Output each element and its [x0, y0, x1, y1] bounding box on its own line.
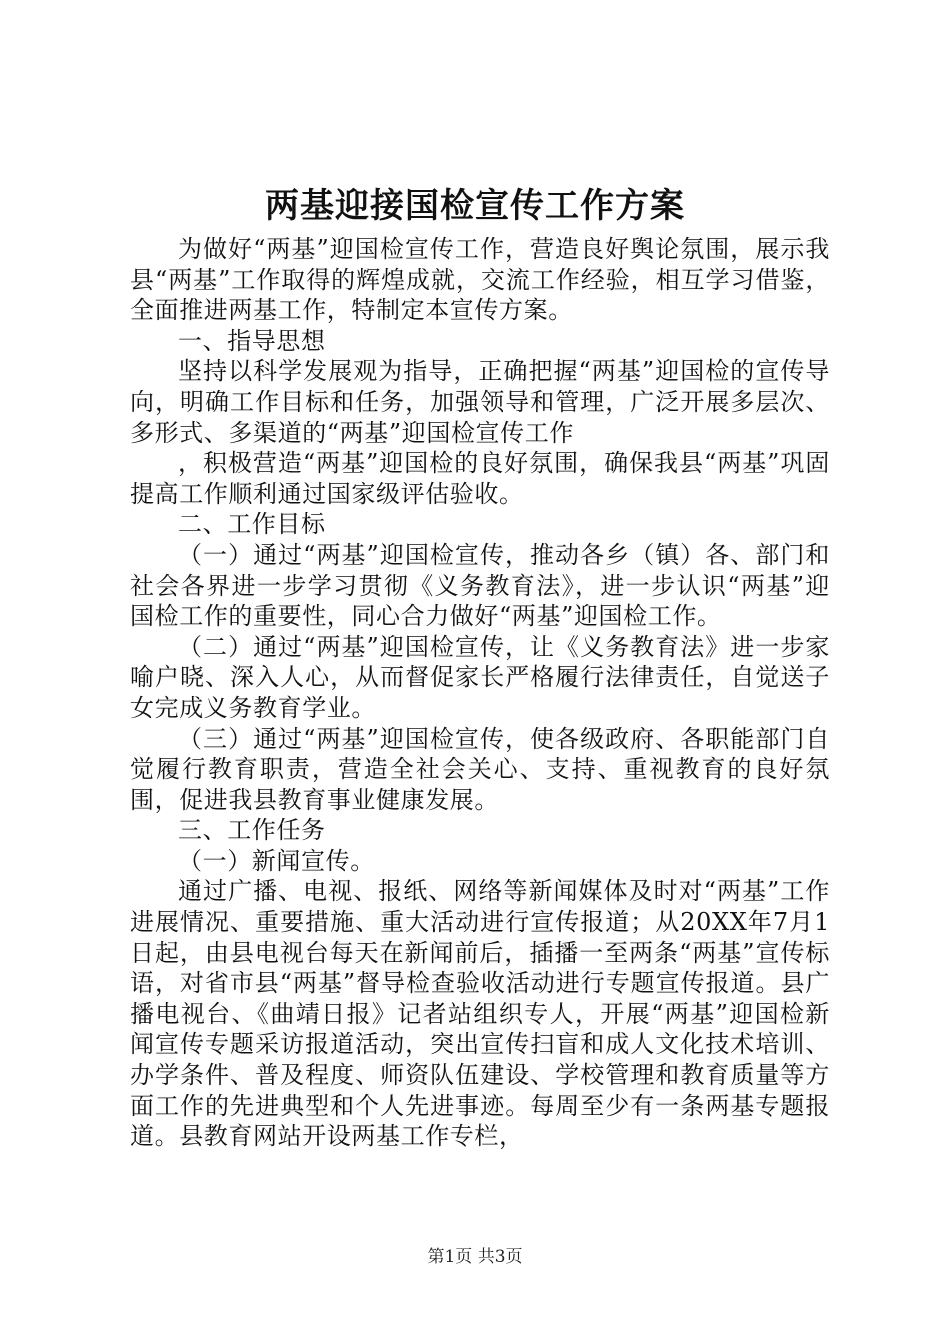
paragraph-guiding-thought: 坚持以科学发展观为指导，正确把握“两基”迎国检的宣传导向，明确工作目标和任务，加强领导和管理，广泛开展多层次、多形式、多渠道的“两基”迎国检宣传工作 — [130, 357, 830, 447]
section-heading-work-tasks: 三、工作任务 — [178, 816, 326, 845]
section-heading-guiding-thought: 一、指导思想 — [178, 326, 326, 355]
document-title: 两基迎接国检宣传工作方案 — [265, 186, 685, 226]
paragraph-goal-1: （一）通过“两基”迎国检宣传，推动各乡（镇）各、部门和社会各界进一步学习贯彻《义务教育法》，进一步认识“两基”迎国检工作的重要性，同心合力做好“两基”迎国检工作。 — [130, 540, 830, 631]
paragraph-guiding-thought-cont: ，积极营造“两基”迎国检的良好氛围，确保我县“两基”巩固提高工作顺利通过国家级评估验收。 — [130, 449, 830, 508]
paragraph-intro: 为做好“两基”迎国检宣传工作，营造良好舆论氛围，展示我县“两基”工作取得的辉煌成就，交流工作经验，相互学习借鉴，全面推进两基工作，特制定本宣传方案。 — [130, 235, 830, 325]
document-body — [130, 234, 830, 1152]
paragraph-news: 通过广播、电视、报纸、网络等新闻媒体及时对“两基”工作进展情况、重要措施、重大活动进行宣传报道；从20XX年7月1日起，由县电视台每天在新闻前后，插播一至两条“两基”宣传标语，对省市县“两基”督导检查验收活动进行专题宣传报道。县广播电视台、《曲靖日报》记者站组织专人，开展“两基”迎国检新闻宣传专题采访报道活动，突出宣传扫盲和成人文化技术培训、办学条件、普及程度、师资队伍建设、学校管理和教育质量等方面工作的先进典型和个人先进事迹。每周至少有一条两基专题报道。县教育网站开设两基工作专栏， — [130, 877, 830, 1151]
subsection-heading-news: （一）新闻宣传。 — [178, 846, 375, 875]
paragraph-goal-2: （二）通过“两基”迎国检宣传，让《义务教育法》进一步家喻户晓、深入人心，从而督促家长严格履行法律责任，自觉送子女完成义务教育学业。 — [130, 632, 830, 722]
paragraph-goal-3: （三）通过“两基”迎国检宣传，使各级政府、各职能部门自觉履行教育职责，营造全社会关心、支持、重视教育的良好氛围，促进我县教育事业健康发展。 — [130, 724, 830, 814]
section-heading-work-goals: 二、工作目标 — [178, 510, 326, 539]
page-number-footer: 第1页 共3页 — [427, 1247, 523, 1267]
